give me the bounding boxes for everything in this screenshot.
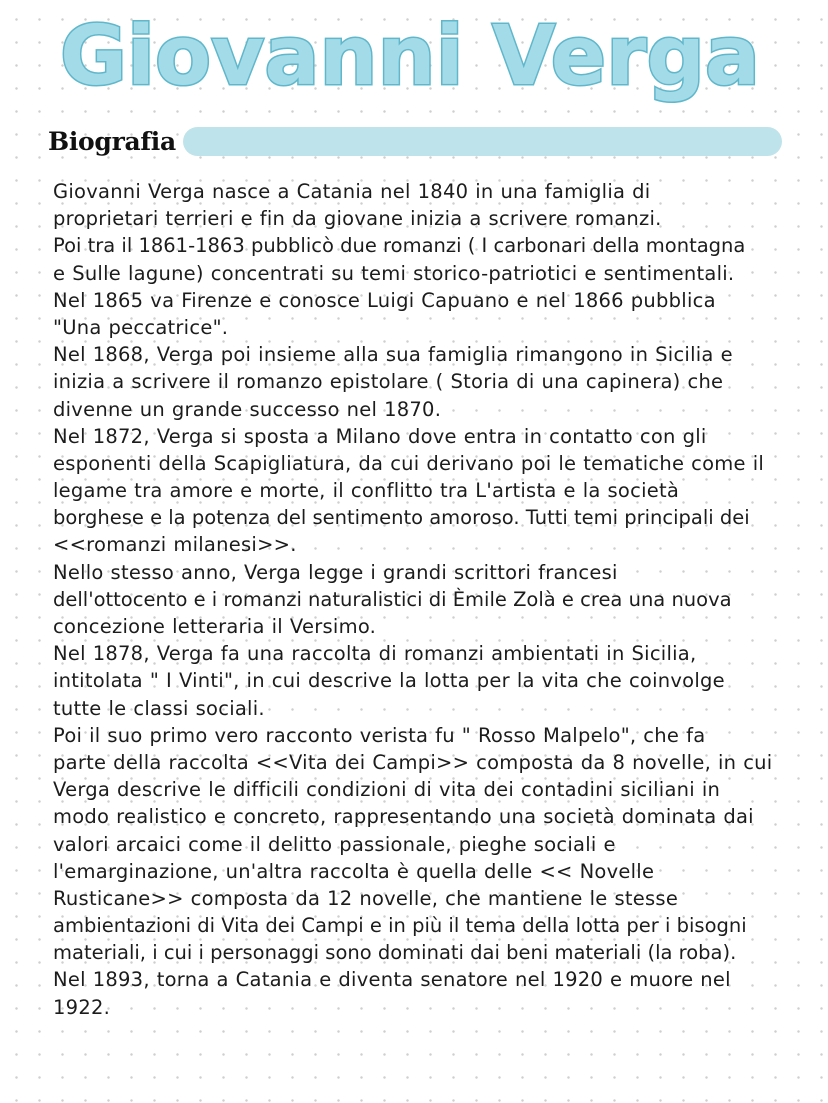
text-line: dell'ottocento e i romanzi naturalistici di Èmile Zolà e crea una nuova bbox=[53, 587, 732, 611]
text-line: legame tra amore e morte, il conflitto tra L'artista e la società bbox=[53, 479, 680, 503]
text-line: esponenti della Scapigliatura, da cui derivano poi le tematiche come il bbox=[53, 451, 765, 475]
text-line: Nel 1865 va Firenze e conosce Luigi Capuano e nel 1866 pubblica bbox=[53, 288, 716, 312]
biography-text bbox=[53, 178, 791, 1021]
text-line: concezione letteraria il Versimo. bbox=[53, 615, 377, 638]
page-title bbox=[0, 0, 828, 112]
text-line: e Sulle lagune) concentrati su temi storico-patriotici e sentimentali. bbox=[53, 261, 735, 285]
section-header-biografia bbox=[48, 124, 782, 160]
text-line: Poi tra il 1861-1863 pubblicò due romanzi ( I carbonari della montagna bbox=[53, 234, 746, 258]
text-line: <<romanzi milanesi>>. bbox=[53, 533, 297, 557]
section-divider-bar bbox=[183, 127, 782, 156]
text-line: parte della raccolta <<Vita dei Campi>> composta da 8 novelle, in cui bbox=[53, 750, 773, 774]
page-title-text: Giovanni Verga bbox=[60, 9, 760, 104]
text-line: 1922. bbox=[53, 995, 111, 1019]
text-line: materiali, i cui i personaggi sono dominati dai beni materiali (la roba). bbox=[53, 941, 737, 965]
text-line: inizia a scrivere il romanzo epistolare ( Storia di una capinera) che bbox=[53, 370, 724, 394]
text-line: Poi il suo primo vero racconto verista fu " Rosso Malpelo", che fa bbox=[53, 723, 706, 747]
text-line: Nel 1868, Verga poi insieme alla sua famiglia rimangono in Sicilia e bbox=[53, 343, 733, 367]
text-line: valori arcaici come il delitto passionale, pieghe sociali e bbox=[53, 832, 616, 856]
text-line: Nel 1878, Verga fa una raccolta di romanzi ambientati in Sicilia, bbox=[53, 642, 697, 666]
section-title: Biografia bbox=[48, 127, 176, 156]
text-line: l'emarginazione, un'altra raccolta è quella delle << Novelle bbox=[53, 859, 655, 883]
text-line: Verga descrive le difficili condizioni di vita dei contadini siciliani in bbox=[53, 778, 721, 802]
text-line: Nello stesso anno, Verga legge i grandi scrittori francesi bbox=[53, 560, 618, 584]
text-line: Rusticane>> composta da 12 novelle, che mantiene le stesse bbox=[53, 886, 679, 910]
text-line: tutte le classi sociali. bbox=[53, 696, 265, 720]
text-line: borghese e la potenza del sentimento amoroso. Tutti temi principali dei bbox=[53, 506, 750, 530]
text-line: Nel 1893, torna a Catania e diventa senatore nel 1920 e muore nel bbox=[53, 968, 731, 992]
text-line: Nel 1872, Verga si sposta a Milano dove entra in contatto con gli bbox=[53, 424, 707, 448]
text-line: Giovanni Verga nasce a Catania nel 1840 in una famiglia di bbox=[53, 180, 651, 203]
text-line: proprietari terrieri e fin da giovane inizia a scrivere romanzi. bbox=[53, 207, 662, 231]
text-line: ambientazioni di Vita dei Campi e in più il tema della lotta per i bisogni bbox=[53, 914, 747, 938]
text-line: modo realistico e concreto, rappresentando una società dominata dai bbox=[53, 805, 754, 829]
text-line: intitolata " I Vinti", in cui descrive la lotta per la vita che coinvolge bbox=[53, 669, 725, 693]
text-line: divenne un grande successo nel 1870. bbox=[53, 397, 442, 421]
text-line: "Una peccatrice". bbox=[53, 315, 229, 339]
